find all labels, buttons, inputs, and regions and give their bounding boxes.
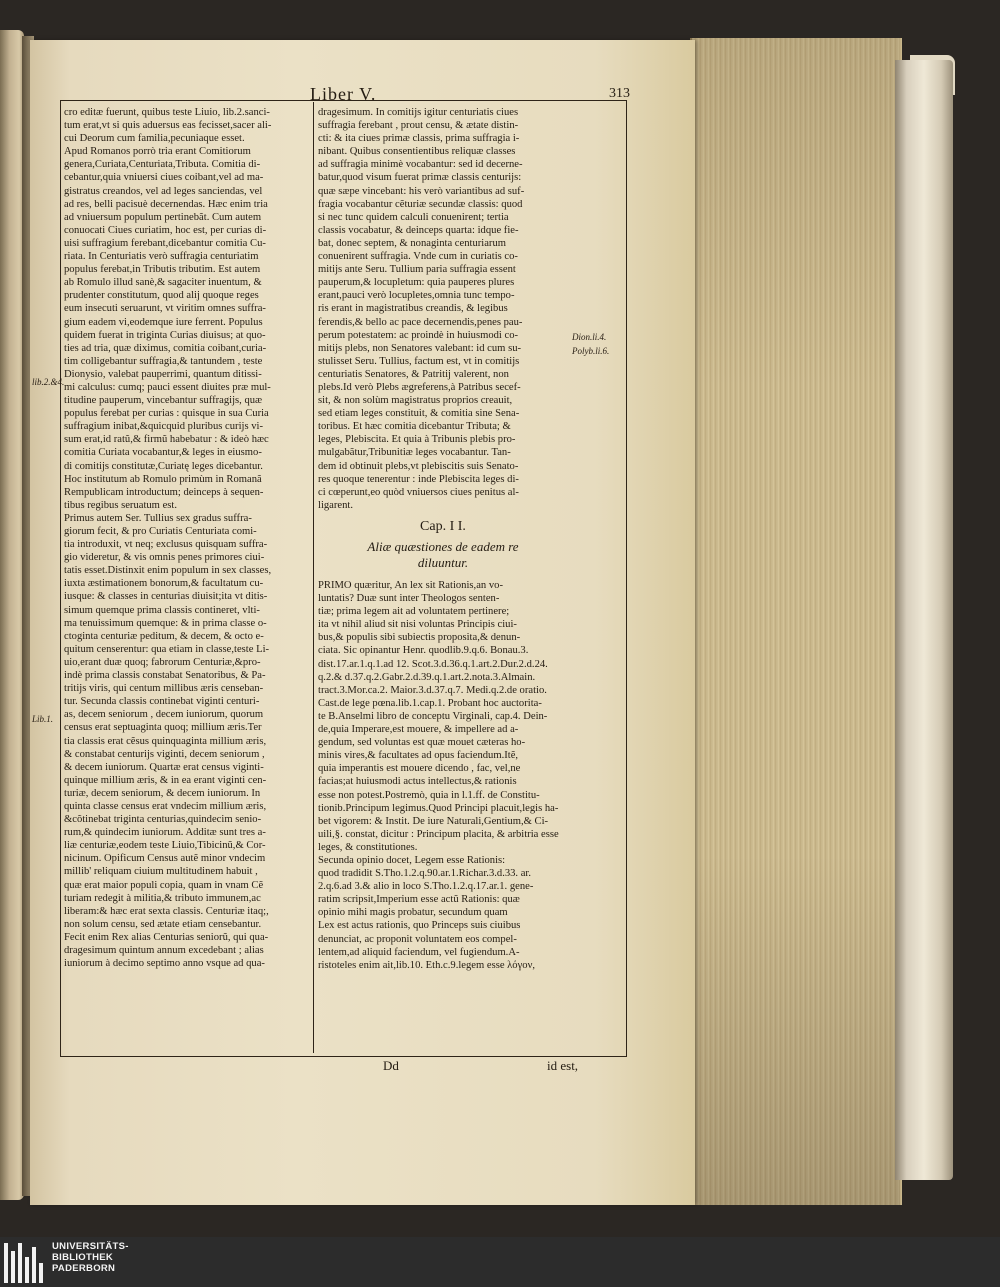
text-line: esse non potest.Postremò, quia in l.1.ff. de Constitu- [318, 789, 540, 801]
text-line: Fecit enim Rex alias Centurias seniorũ, qui qua- [64, 931, 269, 943]
text-line: ita vt nihil aliud sit nisi voluntas Principis ciui- [318, 619, 517, 631]
text-line: conuenirent suffragia. Vnde cum in curiatis co- [318, 251, 518, 263]
text-line: ristoteles enim ait,lib.10. Eth.c.9.legem esse λόγον, [318, 959, 536, 971]
text-line: giorum fecit, & pro Curiatis Centuriata comi- [64, 526, 257, 537]
text-line: liæ centuriæ,eodem teste Liuio,Tibicinũ,& Cor- [64, 840, 266, 852]
text-line: quinque millium æris, & in ea erant viginti cen- [64, 774, 267, 786]
text-line: ratim scripsit,Imperium esse actũ Rationis: quæ [318, 894, 520, 906]
text-line: de,quia Imperare,est mouere, & impellere ad a- [318, 724, 519, 736]
text-line: gio videretur, & vis omnis penes primores ciui- [64, 552, 265, 564]
text-line: turiæ, decem seniorum, & decem iuniorum. In [64, 787, 261, 799]
text-line: gistratus creandos, vel ad leges sanciendas, vel [64, 185, 263, 197]
text-line: Secunda opinio docet, Legem esse Rationis: [318, 854, 506, 866]
text-line: opinio mihi magis probatur, secundum quam [318, 907, 508, 919]
chapter-subtitle-line-1: Aliæ quæstiones de eadem re [367, 539, 519, 554]
page-number: 313 [609, 86, 630, 101]
text-line: di comitijs constitutæ,Curiatę leges dicebantur. [64, 460, 263, 472]
text-line: & decem iuniorum. Quartæ erat census viginti- [64, 761, 264, 773]
text-line: minis vires,& facultates ad opus faciendum.Itẽ, [318, 750, 519, 762]
text-line: tionib.Principum legimus.Quod Principi placuit,legis ha- [318, 802, 559, 814]
text-line: uisi suffragium ferebant,dicebantur comitia Cu- [64, 237, 266, 249]
text-line: tur. Secunda classis continebat viginti centuri- [64, 696, 260, 708]
text-line: quæ sæpe vincebant: his verò variantibus ad suf- [318, 185, 525, 197]
text-line: tibus regibus seruatum est. [64, 499, 177, 511]
text-line: mitijs plebs, non Senatores valebant: id cum su- [318, 342, 522, 354]
text-line: lentem,ad aliquid faciendum, vel fugiendum.A- [318, 946, 520, 958]
chapter-subtitle-line-2: diluuntur. [417, 555, 469, 570]
chapter-heading: Cap. I I. [420, 518, 466, 534]
text-line: centuriatis Senatores, & Patritij valerent, non [318, 368, 509, 380]
right-column-top-text [318, 106, 568, 512]
signature-mark: Dd [383, 1058, 399, 1073]
text-line: iuxta æstimationem bonorum,& facultatum cu- [64, 578, 264, 590]
logo-line-3: PADERBORN [52, 1263, 116, 1274]
text-line: ties ad tria, quæ diximus, comitia coibant,curia- [64, 342, 267, 354]
text-line: census erat septuaginta quoq; millium æris.Ter [64, 722, 262, 734]
text-line: millib' reliquam ciuium multitudinem habuit , [64, 866, 258, 878]
text-line: ci cœperunt,eo quòd vniuersos ciues penitus al- [318, 486, 519, 498]
book-cover-edge [895, 60, 953, 1180]
text-line: liberam:& hæc erat sexta classis. Centuriæ itaq;, [64, 905, 269, 917]
text-line: ctoginta centuriæ peditum, & decem, & octo e- [64, 630, 264, 642]
text-line: si nec tunc quidem calculi conuenirent; tertia [318, 211, 509, 223]
text-line: ab Romulo illud sanè,& sagaciter inuentum, & [64, 277, 262, 289]
text-line: gium eadem vi,eodemque iure ferrent. Populus [64, 316, 263, 328]
text-line: ma tenuissimum quemque: & in prima classe o- [64, 617, 267, 629]
text-line: genera,Curiata,Centuriata,Tributa. Comitia di- [64, 159, 261, 171]
right-column [318, 106, 568, 972]
text-line: nibant. Quibus consentientibus reliquæ classes [318, 146, 516, 158]
text-line: mitijs ante Seru. Tullium paria suffragia essent [318, 264, 516, 276]
text-line: luntatis? Duæ sunt inter Theologos senten- [318, 593, 500, 605]
text-line: cebantur,quia vniuersi ciues coibant,vel ad ma- [64, 172, 264, 184]
text-line: riata. In Centuriatis verò suffragia centuriatim [64, 251, 259, 263]
text-line: turiam redegit à militia,& tributo immunem,ac [64, 892, 261, 904]
text-line: Lex est actus rationis, quo Princeps suis ciuibus [318, 920, 521, 932]
text-line: suffragia ferebant , prout censu, & ætate distin- [318, 120, 519, 132]
text-line: simum quemque prima classis contineret, vlti- [64, 604, 260, 616]
text-line: plebs.Id verò Plebs ægreferens,à Patribus secef- [318, 381, 521, 393]
text-line: dist.17.ar.1.q.1.ad 12. Scot.3.d.36.q.1.art.2.Dur.2.d.24. [318, 658, 548, 670]
text-line: iusque: & classes in centurias diuisit;ita vt ditis- [64, 591, 268, 603]
text-line: tract.3.Mor.ca.2. Maior.3.d.37.q.7. Medi.q.2.de oratio. [318, 684, 547, 696]
text-line: quæ erat maior populi copia, quam in vnam Cẽ [64, 879, 264, 891]
running-title: Liber V. [310, 84, 377, 104]
text-line: quitum censerentur: qua etiam in classe,teste Li- [64, 643, 270, 655]
text-line: sed etiam leges constituit, & comitia sine Sena- [318, 408, 520, 420]
text-line: tim colligebantur suffragia,& tantundem , teste [64, 355, 263, 367]
text-line: fragia vocabantur cẽturiæ secundæ classis: quod [318, 198, 523, 210]
text-line: dragesimum quintum annum excedebant ; alias [64, 945, 264, 956]
text-line: facias;at huiusmodi actus intellectus,& rationis [318, 776, 517, 788]
text-line: tiæ; prima legem ait ad voluntatem pertinere; [318, 606, 510, 618]
text-line: tum erat,vt si quis aduersus eas fecisset,sacer ali- [64, 120, 272, 132]
text-line: Cast.de lege pœna.lib.1.cap.1. Probant hoc auctorita- [318, 697, 542, 709]
text-line: erant,pauci verò locupletes,omnia tunc tempo- [318, 290, 515, 302]
text-line: comitia Curiata vocabantur,& leges in eiusmo- [64, 447, 262, 459]
text-line: stulisset Seru. Tullius, factum est, vt in comitijs [318, 355, 520, 367]
right-column-bottom-text [318, 579, 568, 972]
text-line: dragesimum. In comitijs igitur centuriatis ciues [318, 107, 519, 118]
text-line: mulgabãtur,Tribunitiæ leges vocabantur. Tan- [318, 447, 511, 459]
logo-line-1: UNIVERSITÄTS- [52, 1241, 129, 1252]
text-line: 2.q.6.ad 3.& alio in loco S.Tho.1.2.q.17.ar.1. gene- [318, 881, 534, 893]
margin-note-right-2: Polyb.li.6. [572, 346, 610, 356]
text-line: bet vigorem: & Instit. De iure Naturali,Gentium,& Ci- [318, 815, 549, 827]
text-line: indè prima classis constabat Senatoribus, & Pa- [64, 670, 266, 682]
text-line: tia introduxit, vt neq; exclusus quisquam suffra- [64, 539, 268, 551]
column-rule [313, 102, 314, 1053]
text-line: leges, & constitutiones. [318, 841, 418, 853]
left-column [64, 106, 306, 970]
text-line: perum potestatem: ac proindè in huiusmodi co- [318, 329, 519, 341]
text-line: pauperum,& locupletum: quia pauperes plures [318, 277, 515, 289]
text-line: uio,erant duæ quoq; fabrorum Centuriæ,&pro- [64, 656, 261, 668]
library-logo-icon [4, 1243, 44, 1283]
page-block-shading [690, 38, 900, 1205]
text-line: as, decem seniorum , decem iuniorum, quorum [64, 709, 264, 721]
text-line: rum,& quindecim iuniorum. Additæ sunt tres a- [64, 827, 266, 839]
text-line: denunciat, ac proponit voluntatem eos compel- [318, 933, 517, 945]
text-line: Hoc institutum ab Romulo primùm in Romanã [64, 473, 262, 485]
text-line: prudenter constitutum, quod alij quoque reges [64, 290, 259, 302]
library-logo-text [52, 1241, 129, 1274]
text-line: quidem fuerat in triginta Curias diuisus; at quo- [64, 329, 266, 341]
text-line: PRIMO quæritur, An lex sit Rationis,an vo- [318, 580, 503, 591]
text-line: & constabat centurijs viginti, decem seniorum , [64, 748, 265, 760]
chapter-subtitle [318, 539, 568, 571]
text-line: classis vocabatur, & deinceps quarta: idque fie- [318, 224, 519, 236]
text-line: gendum, sed voluntas est quæ mouet cæteras ho- [318, 737, 526, 749]
text-line: mi calculus: cumq; pauci essent diuites præ mul- [64, 381, 271, 393]
text-line: titudine pauperum, vincebantur suffragijs, quæ [64, 395, 263, 407]
text-line: tia classis erat cẽsus quinquaginta millium æris, [64, 735, 267, 747]
text-line: Rempublicam introductum; deinceps à sequen- [64, 486, 264, 498]
text-line: bus,& populis sibi subiectis proposita,& denun- [318, 632, 521, 644]
text-line: tritijs viris, qui centum millibus æris censeban- [64, 683, 264, 695]
text-line: Primus autem Ser. Tullius sex gradus suffra- [64, 512, 252, 524]
text-line: ad vniuersum populum pertinebãt. Cum autem [64, 211, 262, 223]
text-line: iuniorum à decimo septimo anno vsque ad qua- [64, 958, 265, 970]
text-line: ligarent. [318, 499, 354, 511]
text-line: leges, Plebiscita. Et quia à Tribunis plebis pro- [318, 434, 516, 446]
text-line: populus ferebat,in Tributis tributim. Est autem [64, 264, 261, 276]
text-line: te B.Anselmi libro de conceptu Virginali, cap.4. Dein- [318, 710, 548, 722]
text-line: populus ferebat per curias : quisque in sua Curia [64, 408, 269, 420]
text-line: cti: & ita ciues primæ classis, prima suffragia i- [318, 133, 520, 145]
text-line: Apud Romanos porrò tria erant Comitiorum [64, 146, 251, 158]
text-line: bat, donec septem, & nonaginta centuriarum [318, 237, 506, 249]
text-line: quod tradidit S.Tho.1.2.q.90.ar.1.Richar.3.d.33. ar. [318, 868, 532, 880]
text-line: dem id obtinuit plebs,vt plebiscitis suis Senato- [318, 460, 519, 472]
footer-bar [0, 1237, 1000, 1287]
catchword: id est, [547, 1058, 579, 1073]
text-line: non solum censu, sed ætate etiam censebantur. [64, 918, 262, 930]
text-line: q.2.& d.37.q.2.Gabr.2.d.39.q.1.art.2.nota.3.Almain. [318, 671, 536, 683]
text-line: ciata. Sic opinantur Henr. quodlib.9.q.6. Bonau.3. [318, 645, 529, 657]
text-line: quinta classe census erat vndecim millium æris, [64, 800, 267, 812]
text-line: uili,§. constat, dicitur : Principum placita, & arbitria esse [318, 828, 559, 840]
left-page-edge [0, 30, 24, 1200]
text-line: ferendis,& bello ac pace decernendis,penes pau- [318, 316, 523, 328]
text-line: suffragium inibat,&quicquid pluribus curijs vi- [64, 421, 263, 433]
text-line: batur,quod visum fuerat primæ classis centurijs: [318, 172, 522, 184]
text-line: nicinum. Opificum Census autẽ minor vndecim [64, 853, 266, 865]
text-line: eum insecuti seruarunt, vt viritim omnes suffra- [64, 303, 266, 315]
margin-note-right-1: Dion.li.4. [572, 332, 607, 342]
margin-note-left-2: Lib.1. [32, 714, 54, 724]
text-line: cro editæ fuerunt, quibus teste Liuio, lib.2.sanci- [64, 107, 270, 118]
text-line: &cõtinebat triginta centurias,quindecim senio- [64, 814, 262, 826]
text-line: conuocati Ciues curiatim, hoc est, per curias di- [64, 224, 267, 236]
logo-line-2: BIBLIOTHEK [52, 1252, 114, 1263]
text-line: quia imperantis est mouere dicendo , fac, vel,ne [318, 763, 521, 775]
text-line: ris erant in magistratibus creandis, & legibus [318, 303, 508, 315]
text-line: sum erat,id ratũ,& firmũ habebatur : & ideò hæc [64, 434, 269, 446]
text-line: tatis esset.Distinxit enim populum in sex classes, [64, 565, 272, 577]
text-line: Dionysio, valebat pauperrimi, quantum ditissi- [64, 368, 262, 380]
margin-note-left-1: lib.2.&4. [32, 377, 65, 387]
text-line: ad res, belli pacisuè decernendas. Hæc enim tria [64, 198, 268, 210]
text-line: toribus. Et hæc comitia dicebantur Tributa; & [318, 421, 511, 433]
text-line: ad suffragia minimè vocabantur: sed id decerne- [318, 159, 523, 171]
text-line: cui Deorum cum familia,pecuniaque esset. [64, 133, 245, 145]
text-line: sit, & non solùm magistratus proprios creauit, [318, 395, 513, 407]
text-line: res quoque tenerentur : inde Plebiscita leges di- [318, 473, 519, 485]
